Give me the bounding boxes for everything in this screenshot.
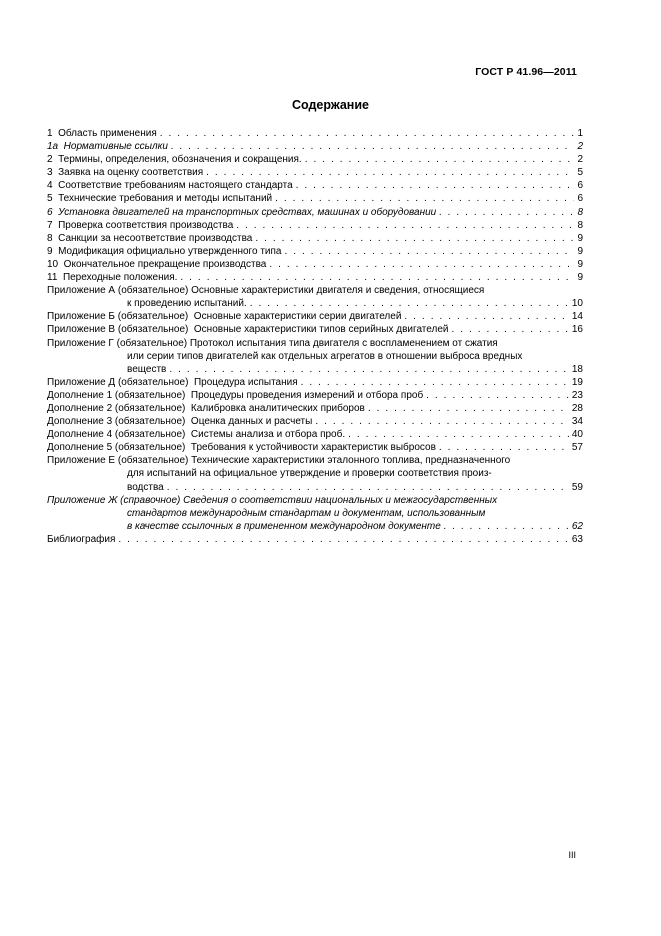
dot-leader xyxy=(250,297,569,310)
toc-page-number: 9 xyxy=(577,258,583,270)
toc-page-number: 62 xyxy=(571,520,583,532)
dot-leader xyxy=(305,153,575,166)
toc-row xyxy=(47,166,583,179)
document-code: ГОСТ Р 41.96—2011 xyxy=(475,66,577,78)
toc-entry-title: Дополнение 1 (обязательное) Процедуры проведения измерений и отбора проб xyxy=(47,389,424,401)
toc-entry-title: 11 Переходные положения. xyxy=(47,272,178,284)
toc-entry[interactable] xyxy=(47,258,583,271)
dot-leader xyxy=(426,389,569,402)
page-number: III xyxy=(568,850,576,860)
toc-row xyxy=(47,376,583,389)
toc-entry-title: водства xyxy=(127,481,164,493)
toc-entry-title-line: Приложение А (обязательное) Основные характеристики двигателя и сведения, относящиеся xyxy=(47,285,485,297)
toc-page-number: 1 xyxy=(577,128,583,139)
toc-entry[interactable] xyxy=(47,337,583,376)
toc-entry-title: Дополнение 5 (обязательное) Требования к устойчивости характеристик выбросов xyxy=(47,442,436,454)
toc-entry-title: 3 Заявка на оценку соответствия xyxy=(47,167,204,179)
dot-leader xyxy=(315,415,569,428)
toc-entry[interactable] xyxy=(47,284,583,310)
toc-entry-title-line: Приложение Е (обязательное) Технические характеристики эталонного топлива, предназначенного xyxy=(47,455,511,467)
toc-entry-title: Дополнение 3 (обязательное) Оценка данных и расчеты xyxy=(47,416,313,428)
toc-entry[interactable] xyxy=(47,179,583,192)
toc-row xyxy=(47,441,583,454)
toc-entry-title: 1 Область применения xyxy=(47,128,157,139)
toc-entry-title: 2 Термины, определения, обозначения и сокращения. xyxy=(47,154,302,166)
toc-page-number: 9 xyxy=(577,232,583,244)
toc-row xyxy=(47,140,583,153)
dot-leader xyxy=(180,271,574,284)
toc-entry[interactable] xyxy=(47,376,583,389)
toc-entry-title: Приложение В (обязательное) Основные характеристики типов серийных двигателей xyxy=(47,324,449,336)
dot-leader xyxy=(255,232,574,245)
toc-entry[interactable] xyxy=(47,402,583,415)
page-title: Содержание xyxy=(291,98,369,112)
toc-row xyxy=(47,206,583,219)
toc-page-number: 59 xyxy=(571,481,583,493)
toc-page-number: 2 xyxy=(577,154,583,166)
toc-entry-title-line: для испытаний на официальное утверждение и проверки соответствия произ- xyxy=(127,468,492,480)
dot-leader xyxy=(301,376,569,389)
toc-row xyxy=(47,258,583,271)
toc-entry-title: 8 Санкции за несоответствие производства xyxy=(47,232,253,244)
dot-leader xyxy=(169,363,569,376)
toc-entry-title: 5 Технические требования и методы испытаний xyxy=(47,193,273,205)
toc-entry-title-line: или серии типов двигателей как отдельных агрегатов в отношении выброса вредных xyxy=(127,350,523,362)
toc-entry[interactable] xyxy=(47,232,583,245)
toc-row xyxy=(47,127,583,140)
dot-leader xyxy=(118,533,568,546)
toc-page-number: 10 xyxy=(571,298,583,310)
toc-entry[interactable] xyxy=(47,533,583,546)
dot-leader xyxy=(167,481,569,494)
toc-entry-title: Приложение Д (обязательное) Процедура испытания xyxy=(47,376,298,388)
toc-entry-title-line: стандартов международным стандартам и документам, использованным xyxy=(127,507,486,519)
toc-row xyxy=(47,310,583,323)
dot-leader xyxy=(236,219,574,232)
toc-entry-title-line: Приложение Ж (справочное) Сведения о соответствии национальных и межгосударственных xyxy=(47,494,498,506)
toc-entry-title: в качестве ссылочных в примененном международном документе xyxy=(127,520,441,532)
dot-leader xyxy=(439,441,569,454)
toc-row xyxy=(47,232,583,245)
dot-leader xyxy=(451,323,568,336)
toc-page-number: 9 xyxy=(577,245,583,257)
toc-page-number: 6 xyxy=(577,193,583,205)
toc-entry-title: 9 Модификация официально утвержденного типа xyxy=(47,245,282,257)
dot-leader xyxy=(368,402,569,415)
toc-entry-title: 6 Установка двигателей на транспортных средствах, машинах и оборудовании xyxy=(47,206,437,218)
toc-entry[interactable] xyxy=(47,153,583,166)
toc-entry[interactable] xyxy=(47,494,583,533)
toc-row xyxy=(47,271,583,284)
toc-entry[interactable] xyxy=(47,428,583,441)
toc-page-number: 23 xyxy=(571,389,583,401)
toc-page-number: 19 xyxy=(571,376,583,388)
toc-page-number: 63 xyxy=(571,533,583,545)
toc-page-number: 34 xyxy=(571,416,583,428)
toc-row xyxy=(47,323,583,336)
toc-page-number: 18 xyxy=(571,363,583,375)
toc-page-number: 2 xyxy=(577,141,583,153)
toc-page-number: 40 xyxy=(571,429,583,441)
toc-row xyxy=(47,428,583,441)
dot-leader xyxy=(284,245,574,258)
toc-entry[interactable] xyxy=(47,140,583,153)
dot-leader xyxy=(296,179,575,192)
dot-leader xyxy=(404,310,568,323)
toc-page-number: 57 xyxy=(571,442,583,454)
toc-entry-title: к проведению испытаний. xyxy=(127,298,247,310)
toc-row xyxy=(47,415,583,428)
toc-row xyxy=(47,153,583,166)
toc-page-number: 6 xyxy=(577,180,583,192)
toc-entry[interactable] xyxy=(47,219,583,232)
toc-entry[interactable] xyxy=(47,206,583,219)
toc-entry[interactable] xyxy=(47,441,583,454)
toc-entry-title-line: Приложение Г (обязательное) Протокол испытания типа двигателя с воспламенением от сжатия xyxy=(47,337,498,349)
toc-row xyxy=(47,389,583,402)
dot-leader xyxy=(160,127,575,140)
toc-entry[interactable] xyxy=(47,389,583,402)
dot-leader xyxy=(444,520,569,533)
toc-row xyxy=(47,481,583,494)
toc-entry[interactable] xyxy=(47,166,583,179)
toc-entry-title: Дополнение 4 (обязательное) Системы анализа и отбора проб. xyxy=(47,429,346,441)
toc-row xyxy=(47,245,583,258)
toc-entry[interactable] xyxy=(47,323,583,336)
toc-page-number: 8 xyxy=(577,206,583,218)
dot-leader xyxy=(439,206,574,219)
toc-entry[interactable] xyxy=(47,192,583,205)
toc-page-number: 16 xyxy=(571,324,583,336)
toc-entry[interactable] xyxy=(47,271,583,284)
toc-page-number: 8 xyxy=(577,219,583,231)
toc-row xyxy=(47,219,583,232)
toc-page-number: 14 xyxy=(571,311,583,323)
toc-row xyxy=(47,363,583,376)
dot-leader xyxy=(206,166,574,179)
toc-entry-title: 1а Нормативные ссылки xyxy=(47,141,168,153)
toc-entry-title: 4 Соответствие требованиям настоящего стандарта xyxy=(47,180,293,192)
toc-entry-title: Приложение Б (обязательное) Основные характеристики серии двигателей xyxy=(47,311,402,323)
toc-entry-title: 10 Окончательное прекращение производства xyxy=(47,258,267,270)
dot-leader xyxy=(348,428,569,441)
toc-page-number: 28 xyxy=(571,402,583,414)
toc-entry-title: Дополнение 2 (обязательное) Калибровка аналитических приборов xyxy=(47,402,365,414)
toc-page-number: 9 xyxy=(577,272,583,284)
toc-row xyxy=(47,179,583,192)
dot-leader xyxy=(171,140,575,153)
toc-entry-title: Библиография xyxy=(47,533,116,545)
toc-page-number: 5 xyxy=(577,167,583,179)
toc-row xyxy=(47,192,583,205)
toc-entry[interactable] xyxy=(47,310,583,323)
dot-leader xyxy=(269,258,574,271)
toc-row xyxy=(47,297,583,310)
toc-entry-title: веществ xyxy=(127,363,167,375)
toc-row xyxy=(47,520,583,533)
toc-entry[interactable] xyxy=(47,245,583,258)
toc-entry[interactable] xyxy=(47,454,583,493)
dot-leader xyxy=(275,192,574,205)
toc-entry[interactable] xyxy=(47,415,583,428)
toc-entry[interactable] xyxy=(47,127,583,140)
toc-row xyxy=(47,402,583,415)
toc-row xyxy=(47,533,583,546)
table-of-contents xyxy=(47,127,583,546)
toc-entry-title: 7 Проверка соответствия производства xyxy=(47,219,234,231)
